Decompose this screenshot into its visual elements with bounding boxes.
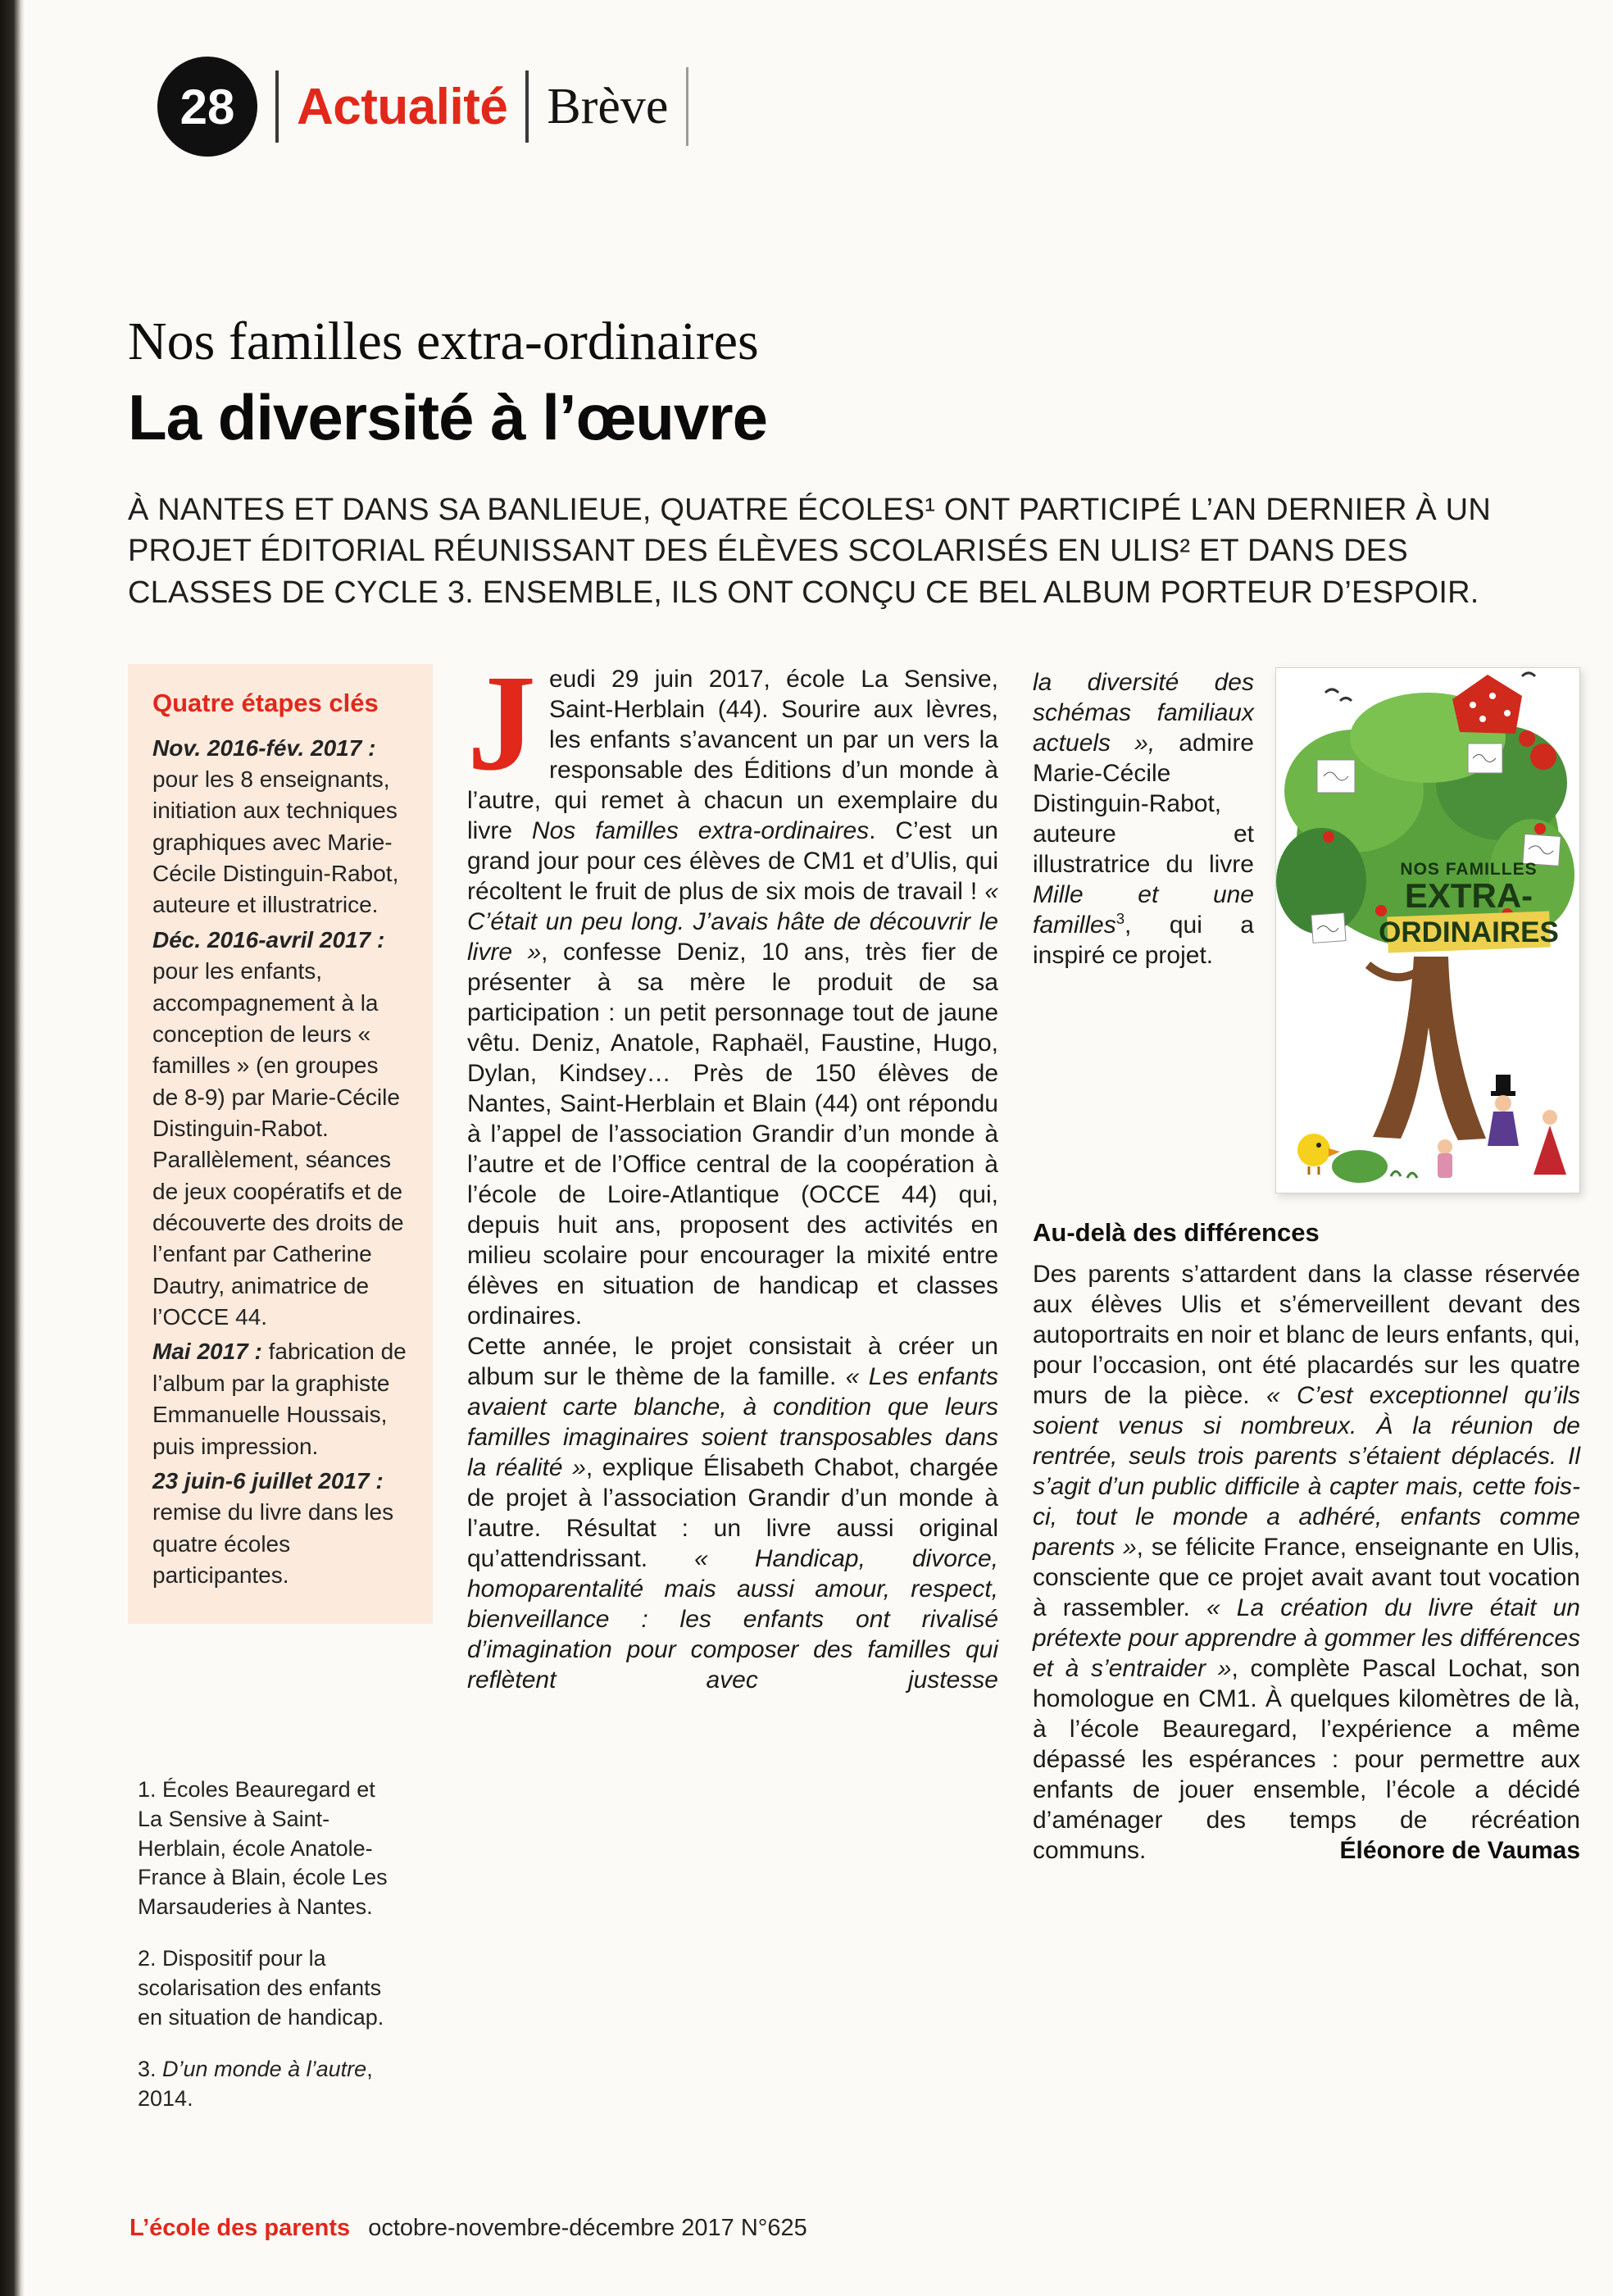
paragraph-2 bbox=[467, 1331, 998, 1695]
key-step-text: pour les enfants, accompagnement à la conception de leurs « familles » (en groupes de 8-9) par Marie-Cécile Distinguin-Rabot. Parallèlement, séances de jeux coopératifs et de découverte des droits de l’enfant par Catherine Dautry, animatrice de l’OCCE 44. bbox=[152, 958, 404, 1330]
page-footer bbox=[129, 2215, 807, 2242]
scan-edge bbox=[0, 0, 25, 2296]
paragraph-1 bbox=[467, 646, 998, 1331]
subsection-label: Brève bbox=[547, 78, 669, 134]
key-step-date: Nov. 2016-fév. 2017 : bbox=[152, 734, 376, 761]
paragraph-3-text: la diversité des schémas familiaux actuels », admire Marie-Cécile Distinguin-Rabot, auteure et illustratrice du livre Mille et une familles$^3$, qui a inspiré ce projet. bbox=[1033, 668, 1254, 969]
book-title-bottom: ORDINAIRES bbox=[1379, 916, 1559, 948]
key-step-text: fabrication de l’album par la graphiste Emmanuelle Houssais, puis impression. bbox=[152, 1339, 407, 1459]
book-cover-illustration bbox=[1276, 668, 1579, 1193]
paragraph-1-text: eudi 29 juin 2017, école La Sensive, Saint-Herblain (44). Sourire aux lèvres, les enfants s’avancent un par un vers la responsable des Éditions d’un monde à l’autre, qui remet à chacun un exemplaire du livre Nos familles extra-ordinaires. C’est un grand jour pour ces élèves de CM1 et d’Ulis, qui récoltent le fruit de plus de six mois de travail ! « C’était un peu long. J’avais hâte de découvrir le livre », confesse Deniz, 10 ans, très fier de présenter à sa mère le produit de sa participation : un petit personnage tout de jaune vêtu. Deniz, Anatole, Raphaël, Faustine, Hugo, Dylan, Kindsey… Près de 150 élèves de Nantes, Saint-Herblain et Blain (44) ont répondu à l’appel de l’association Grandir d’un monde à l’autre et de l’Office central de la coopération à l’école de Loire-Atlantique (OCCE 44) qui, depuis huit ans, proposent des activités en milieu scolaire pour encourager la mixité entre élèves en situation de handicap et classes ordinaires. bbox=[467, 665, 998, 1330]
page-header bbox=[157, 52, 1580, 161]
article-title: La diversité à l’œuvre bbox=[128, 381, 767, 454]
paragraph-2-text: Cette année, le projet consistait à créer un album sur le thème de la famille. « Les enfants avaient carte blanche, à condition que leurs familles imaginaires soient transposables dans la réalité », explique Élisabeth Chabot, chargée de projet à l’association Grandir d’un monde à l’autre. Résultat : un livre aussi original qu’attendrissant. « Handicap, divorce, homoparentalité mais aussi amour, respect, bienveillance : les enfants ont rivalisé d’imagination pour composer des familles qui reflètent avec justesse bbox=[467, 1332, 999, 1694]
footer-magazine-name: L’école des parents bbox=[129, 2215, 351, 2241]
key-step-text: pour les 8 enseignants, initiation aux techniques graphiques avec Marie-Cécile Distinguin-Rabot, auteure et illustratrice. bbox=[152, 766, 399, 918]
paragraph-4-text: Des parents s’attardent dans la classe réservée aux élèves Ulis et s’émerveillent devant des autoportraits en noir et blanc de leurs enfants, qui, pour l’occasion, ont été placardés sur les quatre murs de la pièce. « C’est exceptionnel qu’ils soient venus si nombreux. À la réunion de rentrée, seuls trois parents s’étaient déplacés. Il s’agit d’un public difficile à capter mais, cette fois-ci, tout le monde a adhéré, enfants comme parents », se félicite France, enseignante en Ulis, consciente que ce projet avait avant tout vocation à rassembler. « La création du livre était un prétexte pour apprendre à gommer les différences et à s’entraider », complète Pascal Lochat, son homologue en CM1. À quelques kilomètres de là, à l’école Beauregard, l’expérience a même dépassé les espérances : pour permettre aux enfants de jouer ensemble, l’école a décidé d’aménager des temps de récréation bbox=[1033, 1260, 1580, 1834]
left-column bbox=[128, 664, 433, 2137]
article-body bbox=[128, 646, 1580, 2137]
book-title-mid: EXTRA- bbox=[1404, 875, 1533, 915]
footnote bbox=[138, 2055, 398, 2113]
key-step-item bbox=[152, 733, 408, 921]
key-step-item bbox=[152, 1336, 408, 1462]
header-divider-2 bbox=[525, 70, 529, 143]
byline-row bbox=[1033, 1835, 1580, 1866]
key-step-item bbox=[152, 925, 408, 1334]
author-byline: Éléonore de Vaumas bbox=[1339, 1836, 1580, 1864]
paragraph-4 bbox=[1033, 1259, 1580, 1835]
headline-block bbox=[128, 313, 1580, 613]
middle-column bbox=[467, 646, 999, 2137]
key-step-text: remise du livre dans les quatre écoles participantes. bbox=[152, 1499, 394, 1588]
article-kicker: Nos familles extra-ordinaires bbox=[128, 311, 759, 371]
key-step-item bbox=[152, 1466, 408, 1591]
header-divider-3 bbox=[686, 67, 688, 146]
key-step-date: Mai 2017 : bbox=[152, 1339, 262, 1365]
footnote bbox=[138, 1775, 398, 1921]
right-column bbox=[1033, 664, 1580, 2137]
footer-issue-info: octobre-novembre-décembre 2017 N°625 bbox=[368, 2215, 807, 2241]
footnote-text: D’un monde à l’autre, 2014. bbox=[138, 2057, 373, 2111]
footnote-number: 1. bbox=[138, 1777, 157, 1803]
footnote-text: Dispositif pour la scolarisation des enfants en situation de handicap. bbox=[138, 1946, 384, 2030]
footnote-text: Écoles Beauregard et La Sensive à Saint-Herblain, école Anatole-France à Blain, école Les Marsauderies à Nantes. bbox=[138, 1777, 388, 1919]
section-label: Actualité bbox=[297, 78, 508, 135]
key-step-date: Déc. 2016-avril 2017 : bbox=[152, 926, 385, 952]
drop-cap: J bbox=[467, 646, 536, 799]
footnotes bbox=[128, 1775, 398, 2113]
footnote bbox=[138, 1944, 398, 2032]
footnote-number: 3. bbox=[138, 2057, 157, 2082]
book-title-top: NOS FAMILLES bbox=[1400, 859, 1538, 879]
header-divider-1 bbox=[275, 70, 279, 143]
article-standfirst: À NANTES ET DANS SA BANLIEUE, QUATRE ÉCOLES¹ ONT PARTICIPÉ L’AN DERNIER À UN PROJET ÉDITORIAL RÉUNISSANT DES ÉLÈVES SCOLARISÉS EN ULIS² ET DANS DES CLASSES DE CYCLE 3. ENSEMBLE, ILS ONT CONÇU CE BEL ALBUM PORTEUR D’ESPOIR. bbox=[128, 493, 1491, 610]
page-number-badge bbox=[157, 57, 257, 157]
key-step-date: 23 juin-6 juillet 2017 : bbox=[152, 1467, 384, 1494]
book-cover bbox=[1275, 667, 1580, 1193]
subhead-differences: Au-delà des différences bbox=[1033, 1217, 1320, 1247]
key-steps-title: Quatre étapes clés bbox=[152, 688, 379, 717]
closing-word: communs. bbox=[1033, 1836, 1147, 1864]
page-number: 28 bbox=[179, 79, 235, 134]
key-steps-box bbox=[128, 664, 433, 1625]
footnote-number: 2. bbox=[138, 1946, 157, 1971]
